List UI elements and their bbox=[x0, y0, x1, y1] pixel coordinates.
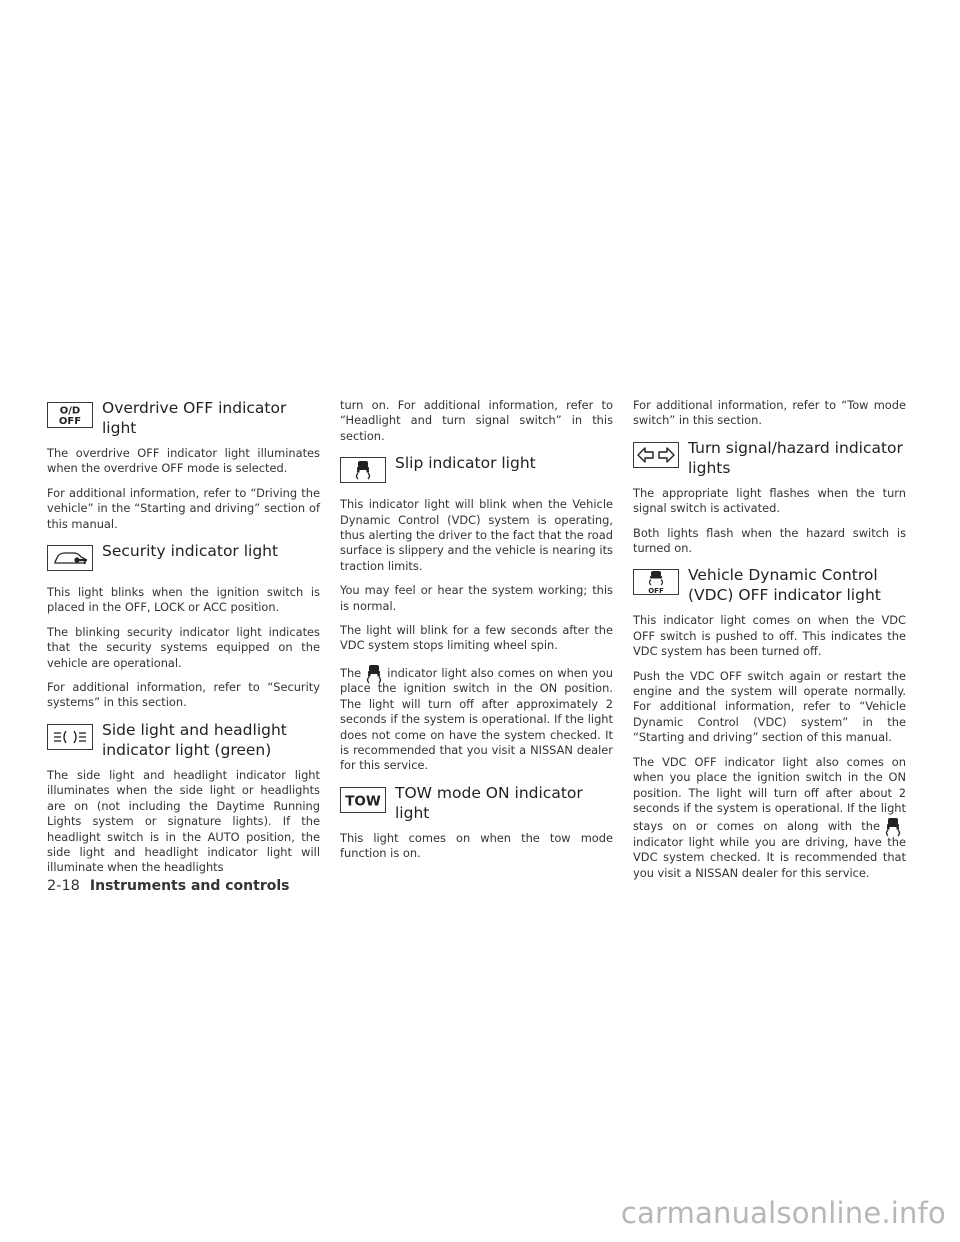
column-2 bbox=[340, 398, 613, 871]
paragraph: Push the VDC OFF switch again or restart the engine and the system will operate normally. For additional information, refer to “Vehicle Dynamic Control (VDC) system” in the “Starting and driving” section of this manual. bbox=[633, 668, 906, 745]
section-heading bbox=[47, 720, 320, 760]
paragraph: For additional information, refer to “Security systems” in this section. bbox=[47, 680, 320, 710]
slip-icon bbox=[880, 816, 906, 834]
paragraph bbox=[633, 755, 906, 881]
vdc-off-text: OFF bbox=[648, 587, 664, 595]
heading-title: TOW mode ON indicator light bbox=[395, 783, 583, 822]
paragraph: The light will blink for a few seconds after the VDC system stops limiting wheel spin. bbox=[340, 623, 613, 653]
turn-signal-icon bbox=[633, 442, 679, 468]
tow-icon bbox=[340, 787, 386, 813]
section-heading bbox=[340, 783, 613, 823]
paragraph: This indicator light comes on when the VDC OFF switch is pushed to off. This indicates the VDC system has been turned off. bbox=[633, 613, 906, 659]
slip-icon bbox=[340, 457, 386, 483]
heading-title: Slip indicator light bbox=[395, 454, 536, 473]
paragraph-text: The bbox=[340, 665, 362, 680]
paragraph: This indicator light will blink when the Vehicle Dynamic Control (VDC) system is operating, thus alerting the driver to the fact that the road surface is slippery and the vehicle is nearing its traction limits. bbox=[340, 497, 613, 573]
off-text: OFF bbox=[58, 416, 82, 427]
heading-title: Overdrive OFF indicator light bbox=[102, 399, 287, 437]
tow-text: TOW bbox=[345, 793, 381, 810]
paragraph: The overdrive OFF indicator light illuminates when the overdrive OFF mode is selected. bbox=[47, 446, 320, 476]
paragraph: The blinking security indicator light indicates that the security systems equipped on the vehicle are operational. bbox=[47, 624, 320, 670]
section-heading bbox=[340, 453, 613, 489]
section-title: Instruments and controls bbox=[89, 878, 290, 894]
vdc-off-icon bbox=[633, 569, 679, 595]
watermark: carmanualsonline.info bbox=[620, 1196, 946, 1230]
paragraph: For additional information, refer to “Driving the vehicle” in the “Starting and driving” section of this manual. bbox=[47, 485, 320, 531]
section-heading bbox=[47, 398, 320, 438]
paragraph: This light comes on when the tow mode function is on. bbox=[340, 830, 613, 861]
paragraph-text: indicator light also comes on when you place the ignition switch in the ON position. The light will turn off after approximately 2 seconds if the system is operational. If the light does not come on have the system checked. It is recommended that you visit a NISSAN dealer for this service. bbox=[340, 665, 613, 773]
heading-title: Side light and headlight indicator light (green) bbox=[102, 720, 287, 759]
heading-title: Security indicator light bbox=[102, 542, 279, 561]
page-footer bbox=[47, 878, 289, 894]
paragraph: For additional information, refer to “Tow mode switch” in this section. bbox=[633, 398, 906, 428]
paragraph: turn on. For additional information, refer to “Headlight and turn signal switch” in this section. bbox=[340, 398, 613, 443]
page-number: 2-18 bbox=[47, 878, 80, 894]
section-heading bbox=[633, 565, 906, 605]
heading-title: Turn signal/hazard indicator lights bbox=[688, 438, 903, 477]
paragraph: The side light and headlight indicator light illuminates when the side light or headlights are on (not including the Daytime Running Lights system or signature lights). If the headlight switch is in the AUTO position, the side light and headlight indicator light will illuminate when the headlights bbox=[47, 767, 320, 875]
paragraph: You may feel or hear the system working; this is normal. bbox=[340, 583, 613, 613]
slip-icon bbox=[361, 663, 387, 681]
column-1 bbox=[47, 398, 320, 885]
section-heading bbox=[47, 541, 320, 577]
paragraph: Both lights flash when the hazard switch is turned on. bbox=[633, 525, 906, 556]
heading-title: Vehicle Dynamic Control (VDC) OFF indicator light bbox=[688, 566, 881, 605]
paragraph: This light blinks when the ignition switch is placed in the OFF, LOCK or ACC position. bbox=[47, 585, 320, 615]
headlight-icon bbox=[47, 724, 93, 750]
paragraph-text: The VDC OFF indicator light also comes on when you place the ignition switch in the ON position. The light will turn off after about 2 seconds if the system is operational. If the light stays on or comes on along with the bbox=[633, 754, 906, 834]
od-off-icon bbox=[47, 402, 93, 428]
section-heading bbox=[633, 438, 906, 478]
paragraph-text: indicator light while you are driving, have the VDC system checked. It is recommended that you visit a NISSAN dealer for this service. bbox=[633, 834, 906, 880]
od-text: O/D bbox=[59, 405, 81, 417]
column-3 bbox=[633, 398, 906, 890]
paragraph bbox=[340, 663, 613, 774]
security-icon bbox=[47, 545, 93, 571]
paragraph: The appropriate light flashes when the turn signal switch is activated. bbox=[633, 485, 906, 516]
